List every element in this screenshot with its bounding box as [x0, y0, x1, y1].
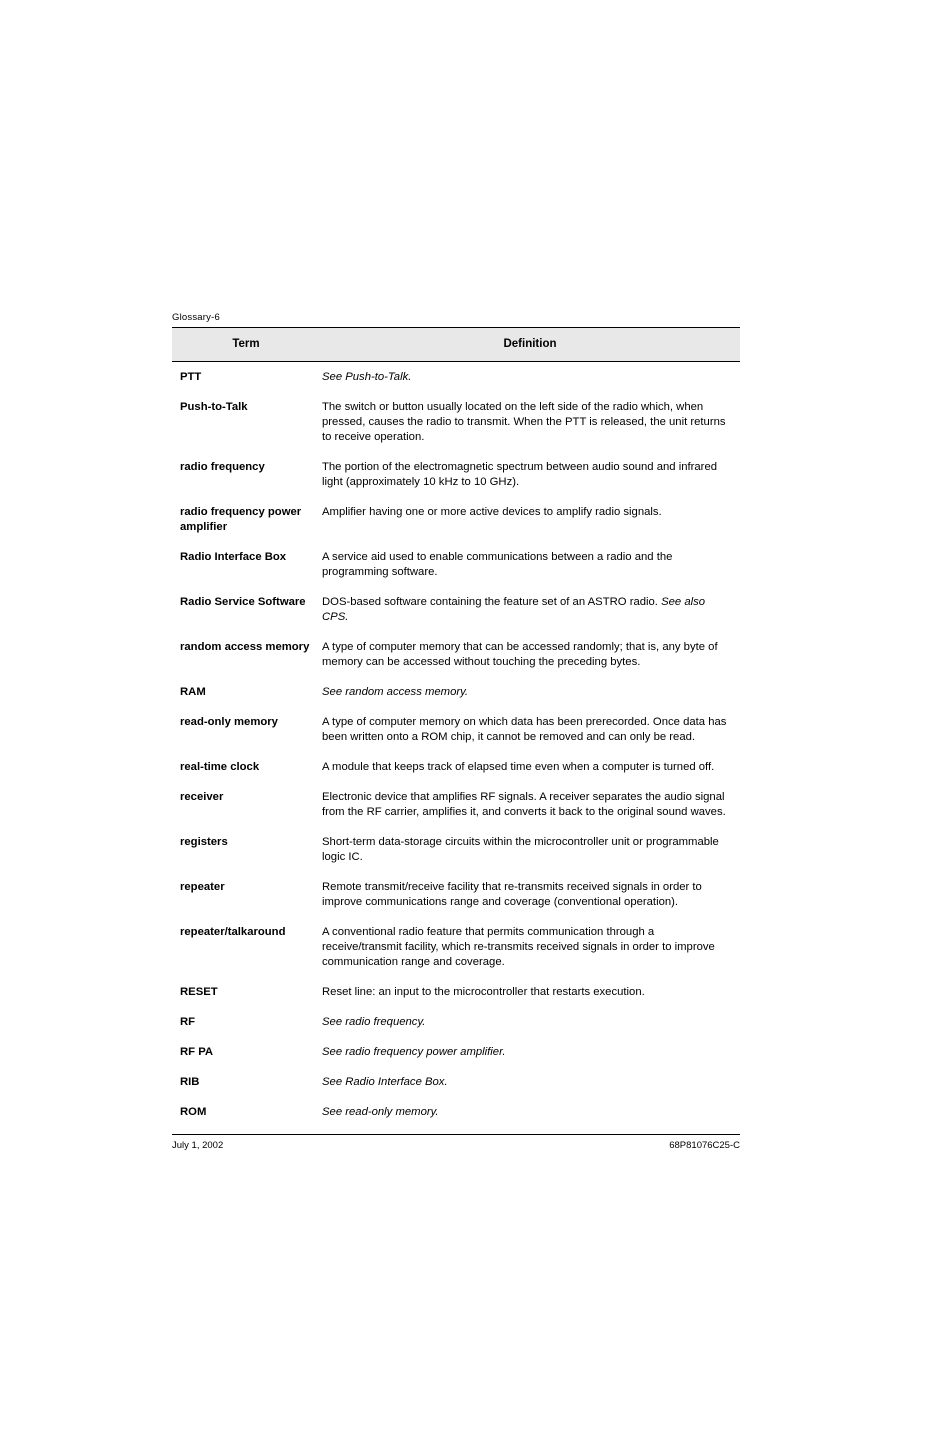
cross-reference: See radio frequency power amplifier.: [322, 1046, 506, 1059]
glossary-term: radio frequency power amplifier: [180, 506, 302, 534]
glossary-definition: [320, 1007, 740, 1037]
cross-reference: See radio frequency.: [322, 1016, 426, 1029]
cross-reference: See read-only memory.: [322, 1106, 439, 1119]
glossary-definition: [320, 1097, 740, 1127]
table-row: [172, 632, 740, 677]
glossary-term: PTT: [180, 371, 202, 383]
table-row: [172, 677, 740, 707]
glossary-term: repeater/talkaround: [180, 926, 286, 939]
table-row: [172, 827, 740, 872]
glossary-term: repeater: [180, 881, 225, 894]
table-head: [172, 328, 740, 362]
glossary-term: Radio Service Software: [180, 596, 306, 609]
glossary-term: real-time clock: [180, 761, 260, 774]
page-content: [172, 312, 740, 1151]
cross-reference: See Push-to-Talk.: [322, 371, 412, 383]
table-row: [172, 362, 740, 393]
glossary-term: ROM: [180, 1106, 207, 1119]
table-row: [172, 917, 740, 977]
table-body: [172, 362, 740, 1128]
table-row: [172, 872, 740, 917]
footer-date: July 1, 2002: [172, 1139, 224, 1151]
column-header-definition: Definition: [320, 328, 740, 362]
glossary-term: Radio Interface Box: [180, 551, 287, 564]
glossary-definition: A type of computer memory that can be accessed randomly; that is, any byte of memory can be accessed without touching the preceding bytes.: [322, 641, 718, 669]
table-header-row: [172, 328, 740, 362]
table-row: [172, 542, 740, 587]
cross-reference: See Radio Interface Box.: [322, 1076, 448, 1089]
table-row: [172, 452, 740, 497]
table-row: [172, 1007, 740, 1037]
glossary-term: RIB: [180, 1076, 200, 1089]
glossary-term: RAM: [180, 686, 206, 699]
table-row: [172, 1037, 740, 1067]
glossary-definition: A module that keeps track of elapsed time even when a computer is turned off.: [322, 761, 715, 774]
glossary-term: receiver: [180, 791, 224, 804]
glossary-table: [172, 328, 740, 1128]
cross-reference: See also CPS.: [322, 596, 706, 624]
footer-part-number: 68P81076C25-C: [669, 1139, 740, 1151]
column-header-term: Term: [172, 328, 320, 362]
cross-reference: See random access memory.: [322, 686, 469, 699]
table-row: [172, 1097, 740, 1127]
glossary-definition: Short-term data-storage circuits within the microcontroller unit or programmable logic IC.: [322, 836, 719, 864]
glossary-definition: Amplifier having one or more active devices to amplify radio signals.: [322, 506, 662, 519]
glossary-definition: A service aid used to enable communications between a radio and the programming software.: [322, 551, 673, 579]
glossary-definition: [320, 1037, 740, 1067]
glossary-term: random access memory: [180, 641, 310, 654]
table-row: [172, 752, 740, 782]
glossary-term: registers: [180, 836, 228, 849]
glossary-definition: A conventional radio feature that permits communication through a receive/transmit facility, which re-transmits received signals in order to improve communication range and coverage.: [322, 926, 715, 969]
glossary-definition: [320, 677, 740, 707]
glossary-definition: The portion of the electromagnetic spectrum between audio sound and infrared light (approximately 10 kHz to 10 GHz).: [322, 461, 718, 489]
table-row: [172, 1067, 740, 1097]
glossary-term: radio frequency: [180, 461, 265, 474]
table-row: [172, 782, 740, 827]
glossary-term: RESET: [180, 986, 218, 999]
glossary-definition: Remote transmit/receive facility that re-transmits received signals in order to improve communications range and coverage (conventional operation).: [322, 881, 702, 909]
glossary-definition: A type of computer memory on which data has been prerecorded. Once data has been written onto a ROM chip, it cannot be removed and can only be read.: [322, 716, 727, 744]
table-row: [172, 707, 740, 752]
glossary-term: Push-to-Talk: [180, 401, 248, 414]
table-row: [172, 977, 740, 1007]
glossary-definition: DOS-based software containing the feature set of an ASTRO radio. See also CPS.: [322, 596, 706, 624]
page-footer: [172, 1135, 740, 1151]
glossary-definition: Electronic device that amplifies RF signals. A receiver separates the audio signal from the RF carrier, amplifies it, and converts it back to the original sound waves.: [322, 791, 726, 819]
glossary-term: RF PA: [180, 1046, 214, 1059]
glossary-term: RF: [180, 1016, 196, 1029]
glossary-term: read-only memory: [180, 716, 278, 729]
table-row: [172, 497, 740, 542]
table-row: [172, 392, 740, 452]
glossary-definition: The switch or button usually located on the left side of the radio which, when pressed, causes the radio to transmit. When the PTT is released, the unit returns to receive operation.: [322, 401, 726, 444]
glossary-definition: [320, 1067, 740, 1097]
page-header-label: Glossary-6: [172, 312, 220, 323]
glossary-definition: [320, 362, 740, 393]
table-row: [172, 587, 740, 632]
glossary-definition: Reset line: an input to the microcontroller that restarts execution.: [322, 986, 645, 999]
